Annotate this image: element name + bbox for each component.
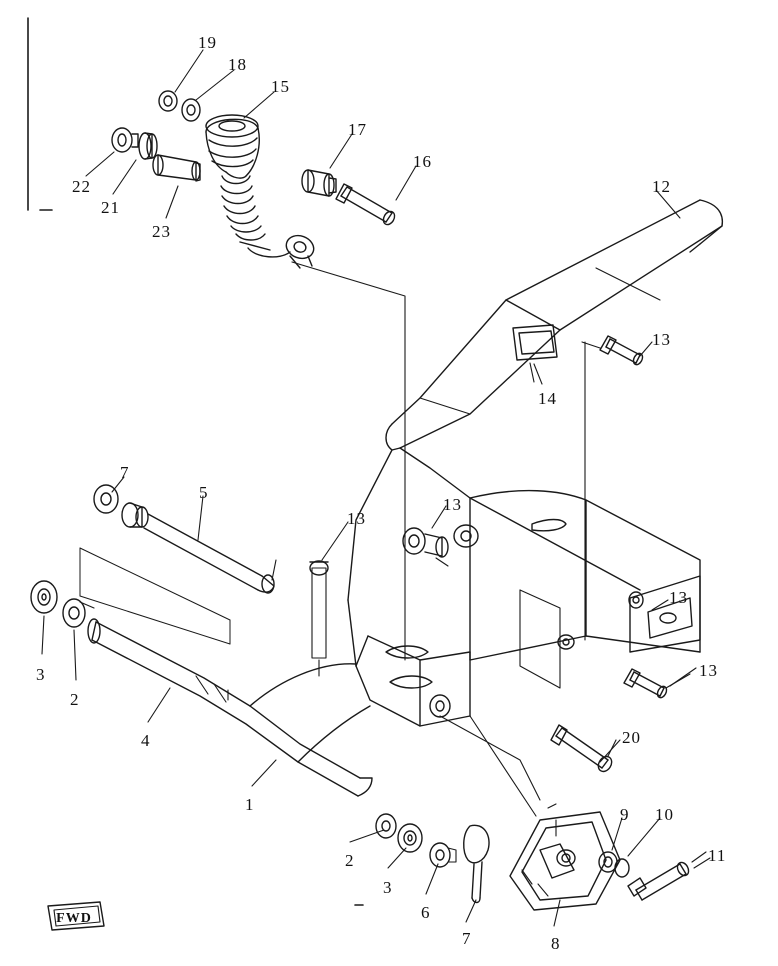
callout-9: 9 bbox=[620, 805, 630, 824]
callout-6: 6 bbox=[421, 903, 431, 922]
callout-20: 20 bbox=[622, 728, 641, 747]
callout-3-lower: 3 bbox=[383, 878, 393, 897]
callout-1: 1 bbox=[245, 795, 255, 814]
callout-14: 14 bbox=[538, 389, 557, 408]
callout-5: 5 bbox=[199, 483, 209, 502]
fwd-orientation-badge: FWD bbox=[56, 911, 92, 926]
callout-22: 22 bbox=[72, 177, 91, 196]
callout-2-left: 2 bbox=[70, 690, 80, 709]
callout-13-left: 13 bbox=[347, 509, 366, 528]
callout-2-lower: 2 bbox=[345, 851, 355, 870]
callout-3-left: 3 bbox=[36, 665, 46, 684]
callout-10: 10 bbox=[655, 805, 674, 824]
callout-7-lower: 7 bbox=[462, 929, 472, 948]
callout-4: 4 bbox=[141, 731, 151, 750]
callout-21: 21 bbox=[101, 198, 120, 217]
callout-23: 23 bbox=[152, 222, 171, 241]
callout-15: 15 bbox=[271, 77, 290, 96]
callout-13-lower-right: 13 bbox=[699, 661, 718, 680]
callout-16: 16 bbox=[413, 152, 432, 171]
callout-17: 17 bbox=[348, 120, 367, 139]
callout-19: 19 bbox=[198, 33, 217, 52]
callout-13-center: 13 bbox=[443, 495, 462, 514]
callout-18: 18 bbox=[228, 55, 247, 74]
callout-7-upper: 7 bbox=[120, 463, 130, 482]
callout-11: 11 bbox=[708, 846, 727, 865]
callout-13-upper-right: 13 bbox=[652, 330, 671, 349]
callout-13-right: 13 bbox=[669, 588, 688, 607]
callout-8: 8 bbox=[551, 934, 561, 953]
callout-12: 12 bbox=[652, 177, 671, 196]
